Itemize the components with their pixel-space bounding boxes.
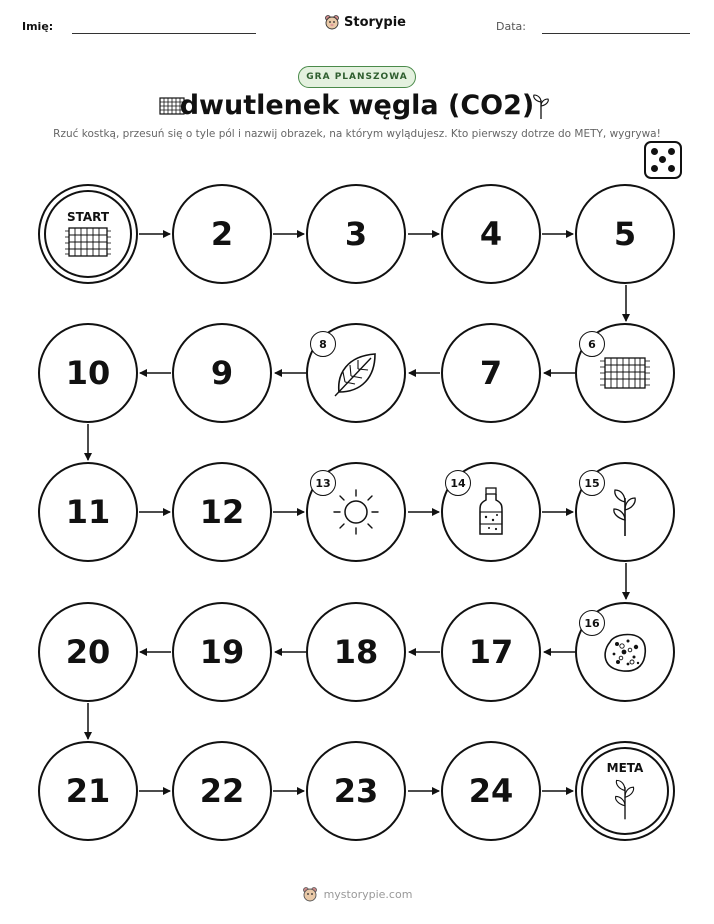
board-space-17 — [441, 602, 541, 702]
instructions: Rzuć kostką, przesuń się o tyle pól i nazwij obrazek, na którym wylądujesz. Kto pierwszy dotrze do METY, wygrywa! — [53, 128, 661, 140]
leaf-icon — [331, 348, 381, 398]
board-space-15 — [575, 462, 675, 562]
footer-url[interactable]: mystorypie.com — [323, 887, 413, 901]
space-number: 17 — [468, 633, 514, 671]
space-number: 4 — [479, 215, 503, 253]
rug-icon — [64, 226, 112, 258]
game-type-badge: GRA PLANSZOWA — [298, 66, 416, 88]
space-number: 21 — [65, 772, 111, 810]
space-number: 23 — [333, 772, 379, 810]
page-title: dwutlenek węgla (CO2) — [179, 90, 535, 121]
board-space-8 — [306, 323, 406, 423]
board-space-20 — [38, 602, 138, 702]
space-number: 5 — [613, 215, 637, 253]
sun-icon — [331, 487, 381, 537]
space-number: 2 — [210, 215, 234, 253]
space-number: 12 — [199, 493, 245, 531]
space-number: 19 — [199, 633, 245, 671]
board-space-22 — [172, 741, 272, 841]
board-space-12 — [172, 462, 272, 562]
board-space-24 — [441, 741, 541, 841]
date-label: Data: — [496, 20, 526, 33]
space-number: 11 — [65, 493, 111, 531]
sprout-icon — [608, 777, 642, 821]
space-number: 3 — [344, 215, 368, 253]
finish-label: META — [606, 761, 644, 775]
board-space-14 — [441, 462, 541, 562]
space-number-badge: 13 — [310, 470, 336, 496]
space-number-badge: 8 — [310, 331, 336, 357]
bear-icon — [302, 886, 318, 902]
board-space-13 — [306, 462, 406, 562]
rug-icon — [599, 355, 651, 391]
space-number-badge: 14 — [445, 470, 471, 496]
board-space-11 — [38, 462, 138, 562]
soda-bottle-icon — [473, 486, 509, 538]
start-label: START — [66, 210, 110, 224]
board-space-5 — [575, 184, 675, 284]
board-space-7 — [441, 323, 541, 423]
space-number: 22 — [199, 772, 245, 810]
board-space-3 — [306, 184, 406, 284]
space-number-badge: 6 — [579, 331, 605, 357]
space-number-badge: 15 — [579, 470, 605, 496]
board-space-23 — [306, 741, 406, 841]
space-number: 24 — [468, 772, 514, 810]
space-number: 10 — [65, 354, 111, 392]
space-number: 20 — [65, 633, 111, 671]
board-space-10 — [38, 323, 138, 423]
board-space-2 — [172, 184, 272, 284]
name-label: Imię: — [22, 20, 54, 33]
sprout-icon — [605, 486, 645, 538]
space-number: 7 — [479, 354, 503, 392]
space-number: 18 — [333, 633, 379, 671]
board-space-9 — [172, 323, 272, 423]
board-space-4 — [441, 184, 541, 284]
finish-space — [575, 741, 675, 841]
board-space-19 — [172, 602, 272, 702]
brand-name: Storypie — [344, 14, 406, 30]
board-space-21 — [38, 741, 138, 841]
space-number: 9 — [210, 354, 234, 392]
rock-icon — [602, 630, 648, 674]
board-space-18 — [306, 602, 406, 702]
start-space — [38, 184, 138, 284]
footer — [0, 886, 714, 902]
board-space-6 — [575, 323, 675, 423]
board-space-16 — [575, 602, 675, 702]
space-number-badge: 16 — [579, 610, 605, 636]
